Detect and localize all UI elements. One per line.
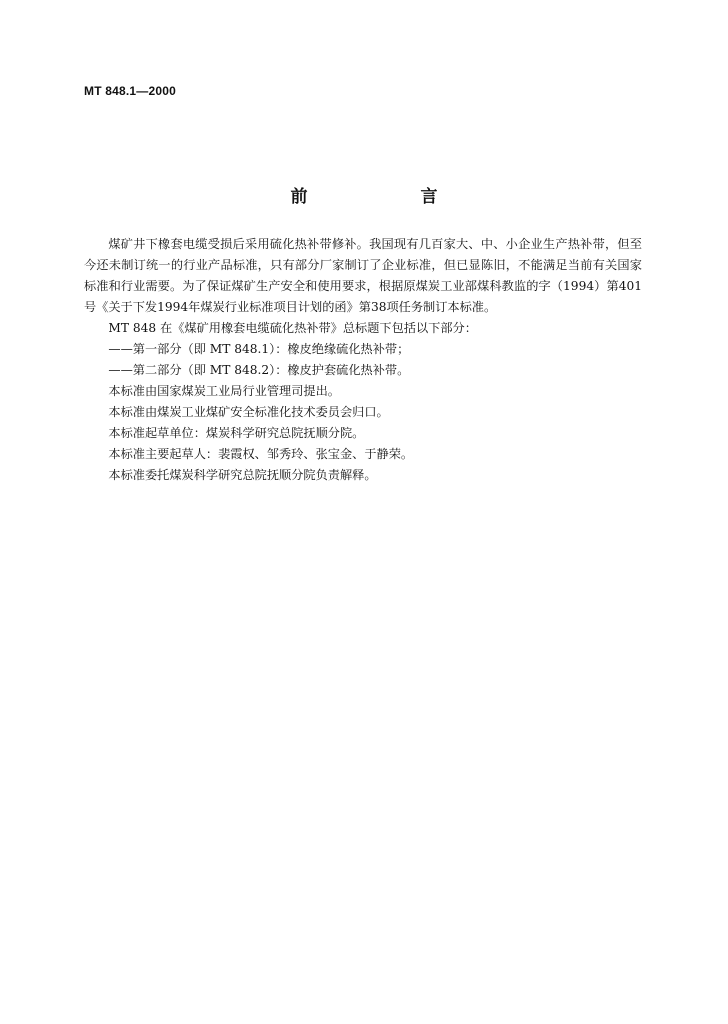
body-line-interpretation: 本标准委托煤炭科学研究总院抚顺分院负责解释。 (108, 468, 377, 482)
body-line-drafters: 本标准主要起草人：裴霞权、邹秀玲、张宝金、于静荣。 (108, 447, 414, 461)
body-line-proposer: 本标准由国家煤炭工业局行业管理司提出。 (108, 384, 340, 398)
body-line-centralized: 本标准由煤炭工业煤矿安全标准化技术委员会归口。 (108, 405, 389, 419)
standard-number: MT 848.1—2000 (84, 84, 176, 98)
body-line-structure: MT 848 在《煤矿用橡套电缆硫化热补带》总标题下包括以下部分： (108, 321, 477, 335)
document-body (84, 234, 642, 486)
page-title: 前 言 (290, 187, 486, 207)
body-line-part-2: ——第二部分（即 MT 848.2）：橡皮护套硫化热补带。 (108, 363, 410, 377)
intro-paragraph: 煤矿井下橡套电缆受损后采用硫化热补带修补。我国现有几百家大、中、小企业生产热补带，但至今还未制订统一的行业产品标准，只有部分厂家制订了企业标准，但已显陈旧，不能满足当前有关国家标准和行业需要。为了保证煤矿生产安全和使用要求，根据原煤炭工业部煤科教监的字（1994）第401号《关于下发1994年煤炭行业标准项目计划的函》第38项任务制订本标准。 (84, 237, 642, 314)
body-line-drafting-unit: 本标准起草单位：煤炭科学研究总院抚顺分院。 (108, 426, 365, 440)
body-line-part-1: ——第一部分（即 MT 848.1）：橡皮绝缘硫化热补带； (108, 342, 410, 356)
